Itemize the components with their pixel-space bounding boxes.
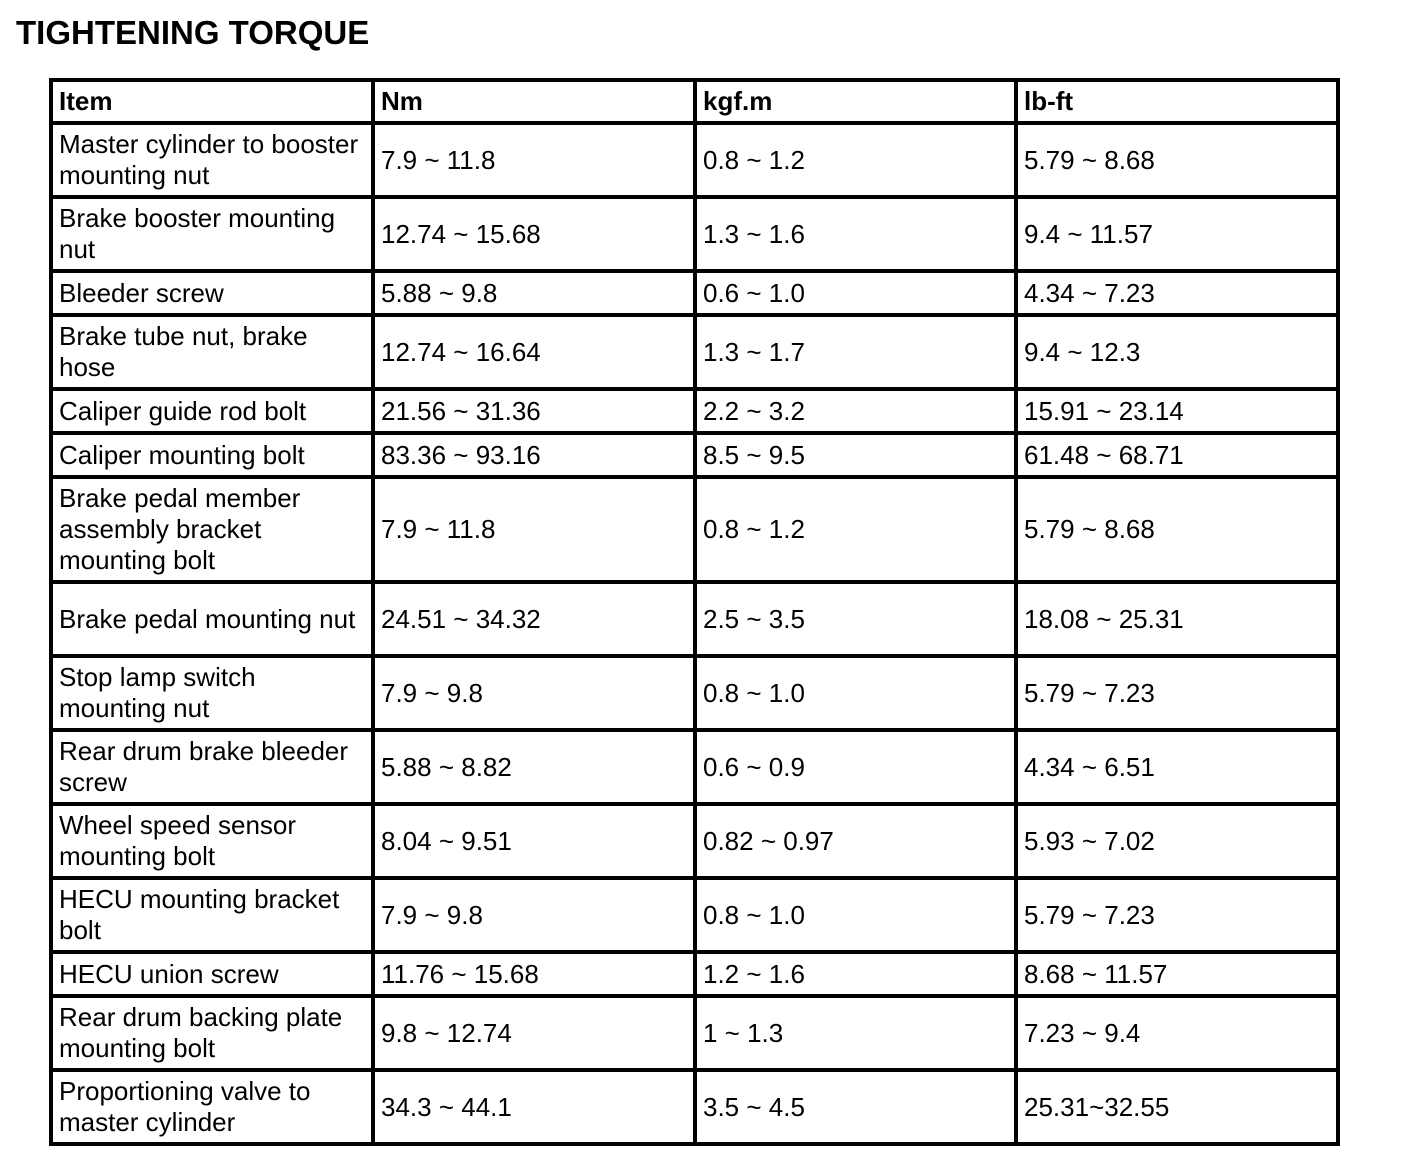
cell-nm: 9.8 ~ 12.74: [373, 996, 695, 1070]
cell-kgf-m: 0.8 ~ 1.2: [695, 123, 1016, 197]
cell-kgf-m: 0.82 ~ 0.97: [695, 804, 1016, 878]
cell-nm: 12.74 ~ 16.64: [373, 315, 695, 389]
cell-nm: 24.51 ~ 34.32: [373, 582, 695, 656]
table-header-row: [51, 80, 1338, 123]
table-row: [51, 656, 1338, 730]
cell-nm: 12.74 ~ 15.68: [373, 197, 695, 271]
cell-item: Proportioning valve to master cylinder: [51, 1070, 373, 1144]
cell-kgf-m: 3.5 ~ 4.5: [695, 1070, 1016, 1144]
cell-item: Caliper guide rod bolt: [51, 389, 373, 433]
cell-item: Rear drum backing plate mounting bolt: [51, 996, 373, 1070]
cell-lb-ft: 5.79 ~ 8.68: [1016, 477, 1338, 582]
cell-item: Brake pedal member assembly bracket mounting bolt: [51, 477, 373, 582]
header-nm: Nm: [373, 80, 695, 123]
cell-item: Master cylinder to booster mounting nut: [51, 123, 373, 197]
cell-item: Caliper mounting bolt: [51, 433, 373, 477]
cell-item: HECU mounting bracket bolt: [51, 878, 373, 952]
cell-lb-ft: 61.48 ~ 68.71: [1016, 433, 1338, 477]
cell-item: Brake booster mounting nut: [51, 197, 373, 271]
cell-nm: 21.56 ~ 31.36: [373, 389, 695, 433]
cell-lb-ft: 5.79 ~ 7.23: [1016, 878, 1338, 952]
cell-nm: 11.76 ~ 15.68: [373, 952, 695, 996]
cell-nm: 34.3 ~ 44.1: [373, 1070, 695, 1144]
cell-lb-ft: 9.4 ~ 11.57: [1016, 197, 1338, 271]
cell-kgf-m: 2.2 ~ 3.2: [695, 389, 1016, 433]
cell-kgf-m: 8.5 ~ 9.5: [695, 433, 1016, 477]
tightening-torque-table: [49, 78, 1340, 1146]
table-row: [51, 730, 1338, 804]
cell-item: Brake pedal mounting nut: [51, 582, 373, 656]
table-row: [51, 952, 1338, 996]
table-row: [51, 804, 1338, 878]
cell-kgf-m: 0.6 ~ 0.9: [695, 730, 1016, 804]
cell-kgf-m: 0.8 ~ 1.0: [695, 656, 1016, 730]
cell-kgf-m: 1.3 ~ 1.6: [695, 197, 1016, 271]
cell-item: Rear drum brake bleeder screw: [51, 730, 373, 804]
cell-item: HECU union screw: [51, 952, 373, 996]
table-row: [51, 996, 1338, 1070]
cell-nm: 5.88 ~ 9.8: [373, 271, 695, 315]
table-row: [51, 878, 1338, 952]
cell-nm: 7.9 ~ 11.8: [373, 477, 695, 582]
cell-nm: 7.9 ~ 11.8: [373, 123, 695, 197]
cell-item: Bleeder screw: [51, 271, 373, 315]
table-row: [51, 1070, 1338, 1144]
cell-lb-ft: 4.34 ~ 7.23: [1016, 271, 1338, 315]
cell-lb-ft: 9.4 ~ 12.3: [1016, 315, 1338, 389]
cell-kgf-m: 1.3 ~ 1.7: [695, 315, 1016, 389]
cell-lb-ft: 5.79 ~ 7.23: [1016, 656, 1338, 730]
cell-lb-ft: 7.23 ~ 9.4: [1016, 996, 1338, 1070]
table-row: [51, 582, 1338, 656]
cell-kgf-m: 0.8 ~ 1.0: [695, 878, 1016, 952]
table-row: [51, 315, 1338, 389]
cell-item: Brake tube nut, brake hose: [51, 315, 373, 389]
table-row: [51, 271, 1338, 315]
table-row: [51, 389, 1338, 433]
header-kgf-m: kgf.m: [695, 80, 1016, 123]
cell-nm: 7.9 ~ 9.8: [373, 878, 695, 952]
cell-item: Stop lamp switch mounting nut: [51, 656, 373, 730]
cell-nm: 8.04 ~ 9.51: [373, 804, 695, 878]
cell-kgf-m: 0.8 ~ 1.2: [695, 477, 1016, 582]
cell-lb-ft: 5.93 ~ 7.02: [1016, 804, 1338, 878]
cell-lb-ft: 4.34 ~ 6.51: [1016, 730, 1338, 804]
cell-kgf-m: 1 ~ 1.3: [695, 996, 1016, 1070]
cell-item: Wheel speed sensor mounting bolt: [51, 804, 373, 878]
table-row: [51, 477, 1338, 582]
cell-lb-ft: 5.79 ~ 8.68: [1016, 123, 1338, 197]
cell-lb-ft: 8.68 ~ 11.57: [1016, 952, 1338, 996]
header-lb-ft: lb-ft: [1016, 80, 1338, 123]
cell-nm: 5.88 ~ 8.82: [373, 730, 695, 804]
table-row: [51, 197, 1338, 271]
table-row: [51, 123, 1338, 197]
cell-kgf-m: 2.5 ~ 3.5: [695, 582, 1016, 656]
cell-kgf-m: 1.2 ~ 1.6: [695, 952, 1016, 996]
cell-lb-ft: 15.91 ~ 23.14: [1016, 389, 1338, 433]
page-title: TIGHTENING TORQUE: [16, 14, 370, 51]
cell-lb-ft: 25.31~32.55: [1016, 1070, 1338, 1144]
table-row: [51, 433, 1338, 477]
cell-kgf-m: 0.6 ~ 1.0: [695, 271, 1016, 315]
cell-nm: 7.9 ~ 9.8: [373, 656, 695, 730]
cell-nm: 83.36 ~ 93.16: [373, 433, 695, 477]
header-item: Item: [51, 80, 373, 123]
cell-lb-ft: 18.08 ~ 25.31: [1016, 582, 1338, 656]
